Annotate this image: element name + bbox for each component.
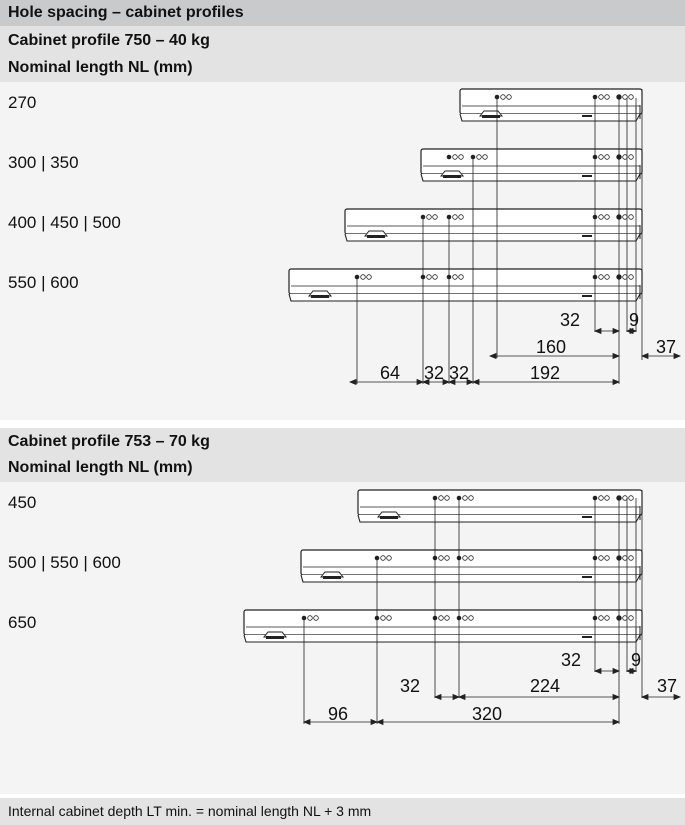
profile-rail — [244, 635, 640, 642]
hole-mark — [387, 556, 392, 561]
dim-32-right: 32 — [560, 310, 581, 330]
profile-bracket-slot — [443, 175, 461, 178]
profile-tab — [582, 295, 592, 297]
hole-mark — [439, 616, 444, 621]
profile-rail — [358, 515, 640, 522]
profile-body — [460, 89, 642, 114]
hole-mark — [629, 155, 634, 160]
profile-bracket-slot — [380, 516, 398, 519]
section1-subtitle: Nominal length NL (mm) — [8, 59, 193, 76]
cabinet-profile — [289, 269, 642, 301]
dimension-arrow — [459, 695, 465, 700]
hole-mark — [599, 95, 604, 100]
profile-body — [301, 550, 642, 575]
dim-32-b: 32 — [449, 363, 470, 383]
hole-mark — [469, 556, 474, 561]
s1-row-label: 550 | 600 — [8, 273, 79, 292]
dimension-arrow — [613, 669, 619, 674]
s2-row-label: 450 — [8, 493, 37, 512]
hole-mark — [629, 95, 634, 100]
hole-mark — [453, 215, 458, 220]
profile-tab — [582, 576, 592, 578]
dimension-arrow — [613, 329, 619, 334]
dim-32-right: 32 — [561, 650, 582, 670]
dimension-arrow — [613, 380, 619, 385]
s2-row-label: 500 | 550 | 600 — [8, 553, 121, 572]
s1-row-label: 400 | 450 | 500 — [8, 213, 121, 232]
dimension-arrow — [473, 380, 479, 385]
dim-9: 9 — [629, 310, 640, 330]
hole-mark — [605, 616, 610, 621]
hole-mark — [605, 556, 610, 561]
hole-mark — [381, 616, 386, 621]
hole-mark — [439, 496, 444, 501]
hole-mark — [463, 616, 468, 621]
hole-mark — [599, 496, 604, 501]
profile-body — [345, 209, 642, 234]
profile-rail — [345, 234, 640, 241]
dimension-arrow — [642, 354, 648, 359]
dimension-arrow — [377, 720, 383, 725]
hole-mark — [605, 215, 610, 220]
hole-mark — [599, 275, 604, 280]
hole-mark — [453, 155, 458, 160]
dimension-arrow — [490, 354, 496, 359]
hole-mark — [599, 155, 604, 160]
hole-mark — [459, 215, 464, 220]
hole-mark — [445, 616, 450, 621]
hole-mark — [453, 275, 458, 280]
profile-tab — [582, 235, 592, 237]
profile-bracket-slot — [367, 235, 385, 238]
hole-mark — [427, 275, 432, 280]
dim-32-a: 32 — [424, 363, 445, 383]
section2-subtitle: Nominal length NL (mm) — [8, 459, 193, 476]
profile-tab — [582, 175, 592, 177]
dim-224: 224 — [530, 676, 561, 696]
hole-mark — [459, 275, 464, 280]
cabinet-profile — [358, 490, 642, 522]
profile-tab — [582, 516, 592, 518]
hole-mark — [445, 556, 450, 561]
cabinet-profile — [301, 550, 642, 582]
hole-mark — [439, 556, 444, 561]
hole-mark — [629, 556, 634, 561]
dim-9: 9 — [631, 650, 642, 670]
cabinet-profile — [421, 149, 642, 181]
dim-32-left: 32 — [400, 676, 421, 696]
dimension-arrow — [304, 720, 310, 725]
profile-tab — [582, 636, 592, 638]
hole-mark — [605, 275, 610, 280]
s1-row-label: 270 — [8, 93, 37, 112]
section2-title: Cabinet profile 753 – 70 kg — [8, 433, 210, 450]
dim-192: 192 — [530, 363, 561, 383]
hole-mark — [381, 556, 386, 561]
s2-row-label: 650 — [8, 613, 37, 632]
hole-mark — [599, 556, 604, 561]
dim-320: 320 — [472, 704, 503, 724]
hole-mark — [501, 95, 506, 100]
profile-body — [421, 149, 642, 174]
s1-row-label: 300 | 350 — [8, 153, 79, 172]
hole-mark — [463, 556, 468, 561]
hole-mark — [605, 496, 610, 501]
hole-mark — [314, 616, 319, 621]
hole-mark — [427, 215, 432, 220]
cabinet-profile — [345, 209, 642, 241]
hole-mark — [387, 616, 392, 621]
profile-bracket-slot — [323, 576, 341, 579]
hole-mark — [445, 496, 450, 501]
hole-mark — [367, 275, 372, 280]
profile-body — [358, 490, 642, 515]
hole-mark — [361, 275, 366, 280]
hole-mark — [599, 616, 604, 621]
hole-mark — [447, 155, 452, 160]
cabinet-profile — [460, 89, 642, 121]
hole-mark — [433, 275, 438, 280]
footer — [0, 798, 685, 825]
dimension-arrow — [642, 695, 648, 700]
hole-mark — [483, 155, 488, 160]
hole-mark — [469, 616, 474, 621]
footer-note: Internal cabinet depth LT min. = nominal length NL + 3 mm — [8, 803, 372, 819]
hole-mark — [477, 155, 482, 160]
dim-37: 37 — [657, 676, 678, 696]
profile-bracket-slot — [266, 636, 284, 639]
hole-mark — [605, 95, 610, 100]
profile-body — [289, 269, 642, 294]
dimension-arrow — [435, 695, 441, 700]
hole-mark — [463, 496, 468, 501]
hole-mark — [629, 496, 634, 501]
dimension-arrow — [350, 380, 356, 385]
hole-mark — [507, 95, 512, 100]
page-title: Hole spacing – cabinet profiles — [8, 4, 244, 21]
dimension-arrow — [595, 329, 601, 334]
dimension-arrow — [613, 720, 619, 725]
hole-mark — [308, 616, 313, 621]
hole-mark — [629, 275, 634, 280]
dimension-arrow — [613, 695, 619, 700]
dim-37: 37 — [656, 337, 677, 357]
dim-160: 160 — [536, 337, 567, 357]
hole-mark — [469, 496, 474, 501]
section1-title: Cabinet profile 750 – 40 kg — [8, 32, 210, 49]
dim-64: 64 — [380, 363, 401, 383]
hole-mark — [459, 155, 464, 160]
dimension-arrow — [613, 354, 619, 359]
hole-mark — [599, 215, 604, 220]
hole-mark — [605, 155, 610, 160]
hole-mark — [433, 215, 438, 220]
hole-mark — [629, 215, 634, 220]
profile-bracket-slot — [311, 295, 329, 298]
dimension-arrow — [595, 669, 601, 674]
dim-96: 96 — [328, 704, 349, 724]
hole-mark — [629, 616, 634, 621]
profile-tab — [582, 115, 592, 117]
